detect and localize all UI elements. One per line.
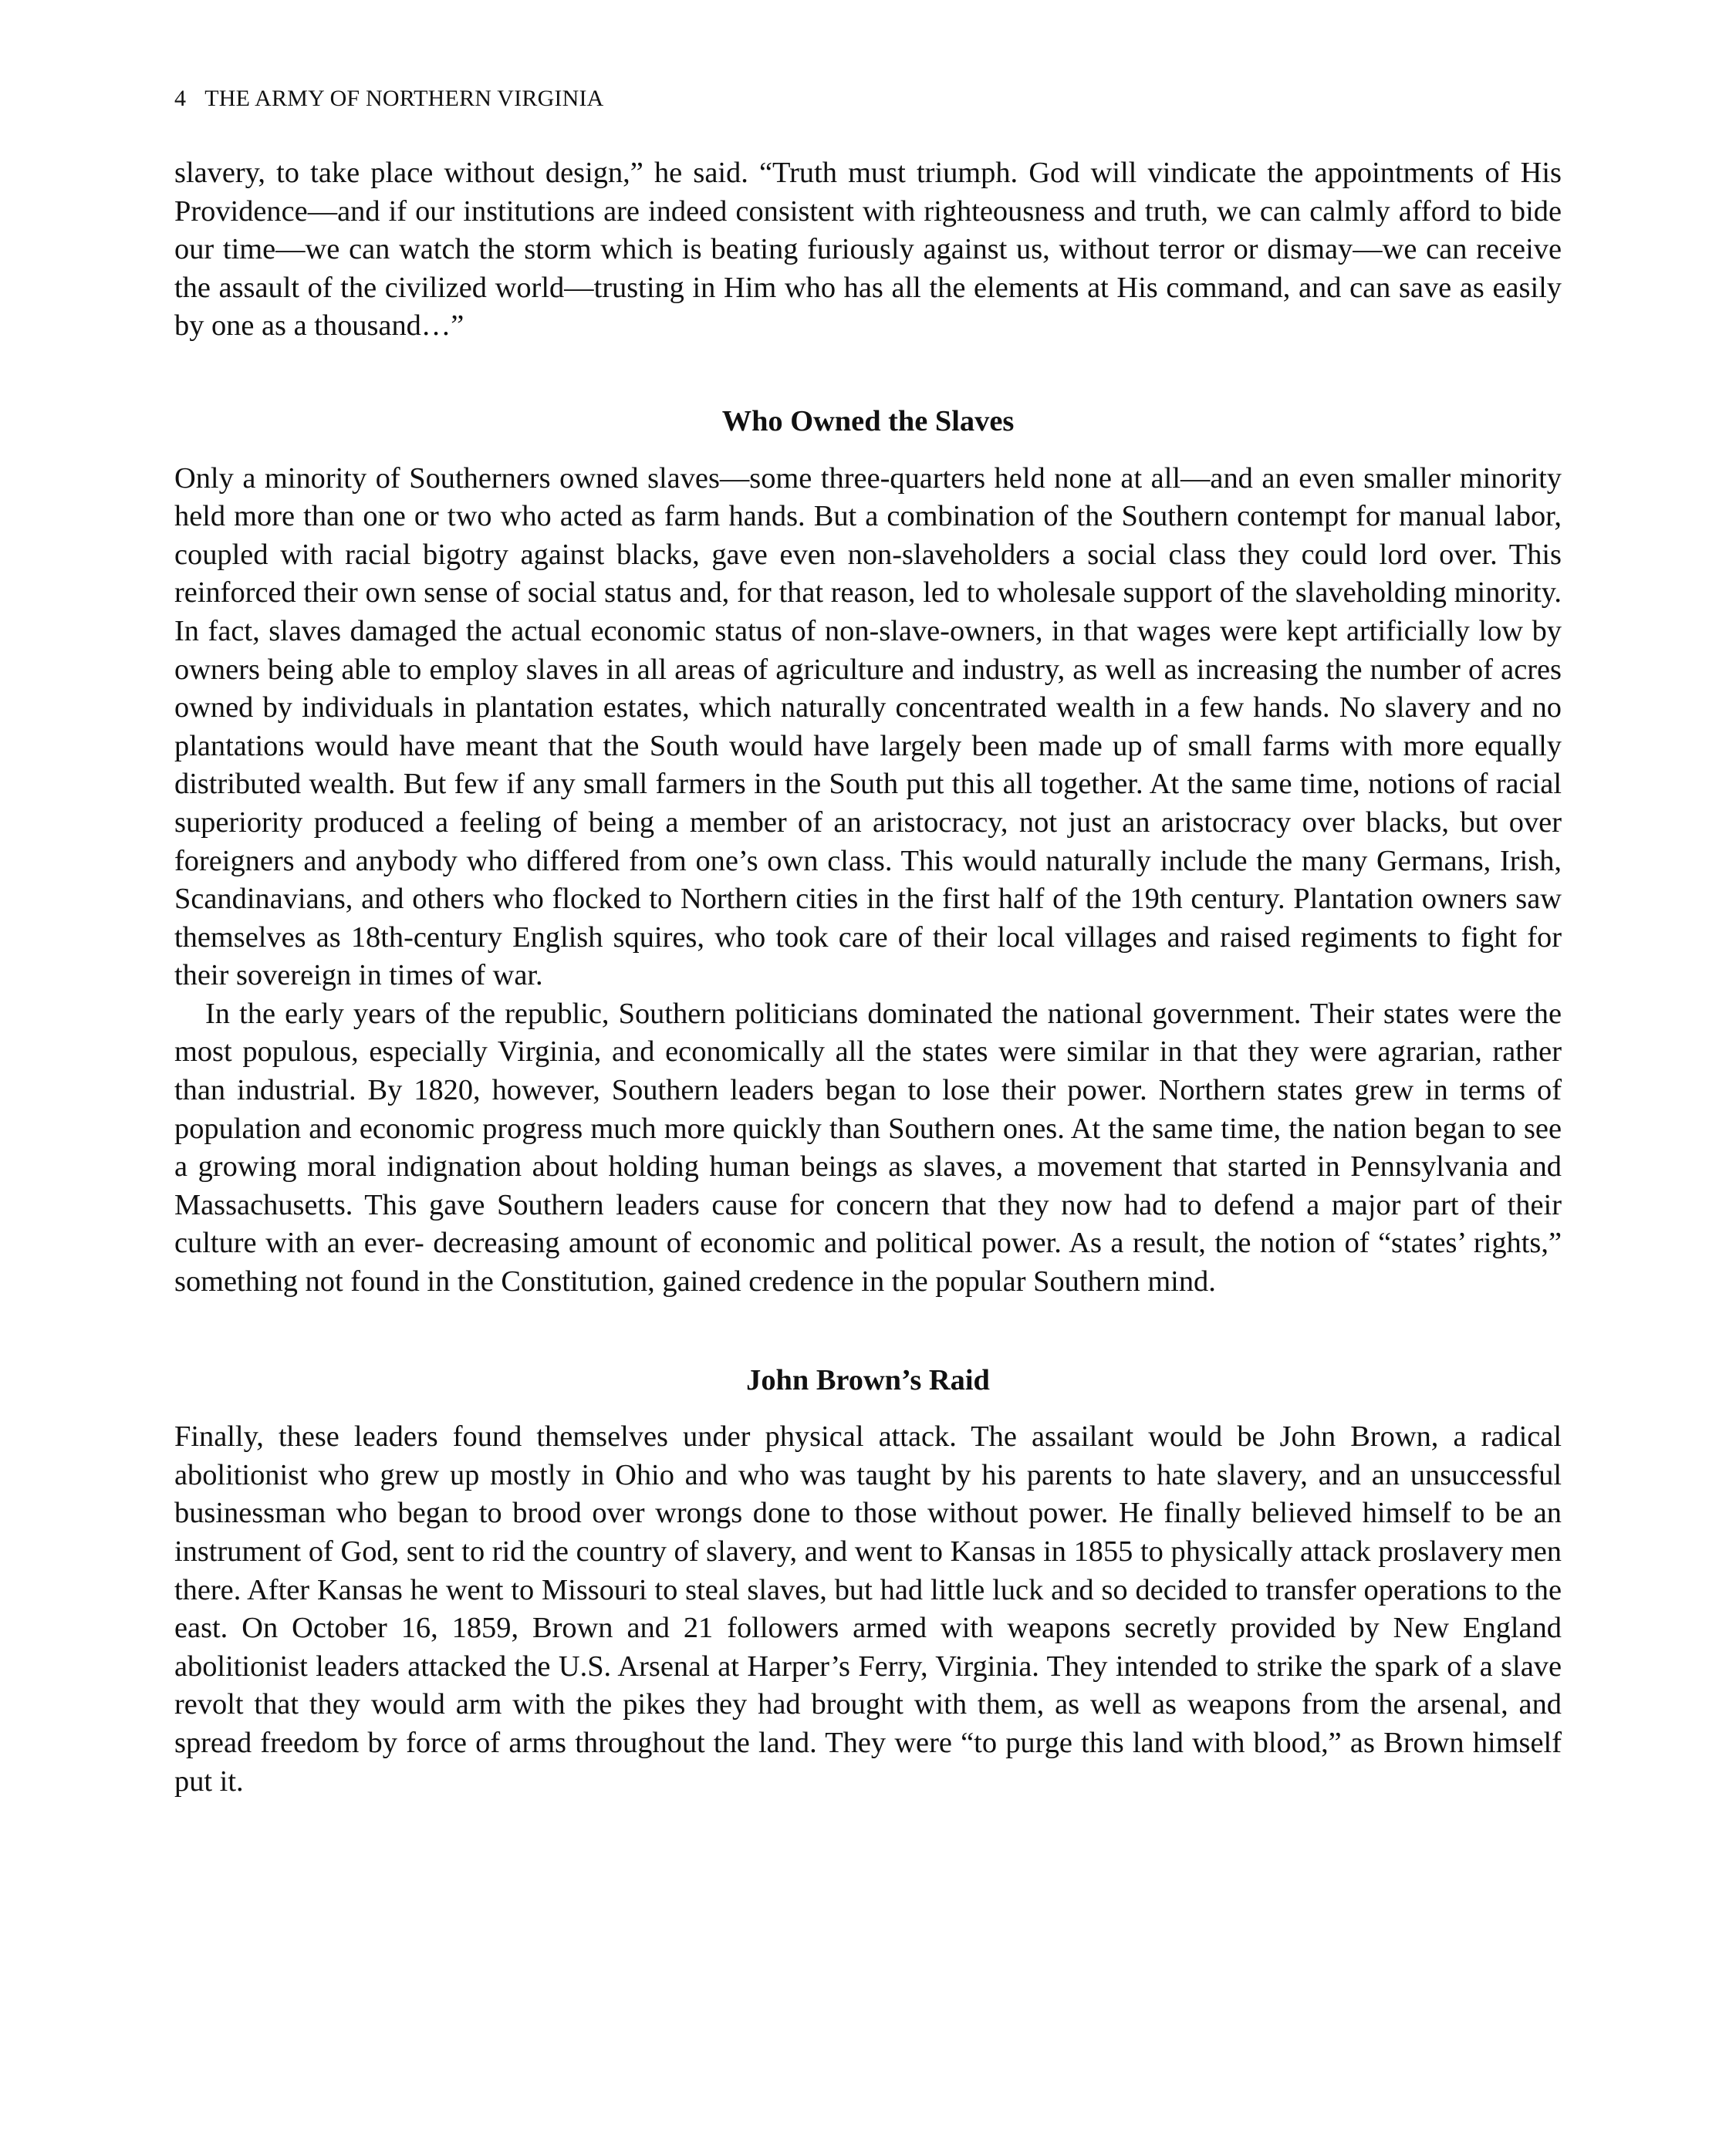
section-heading-who-owned-the-slaves: Who Owned the Slaves [721,404,1015,437]
running-head-title: THE ARMY OF NORTHERN VIRGINIA [204,86,604,111]
paragraph-slaves-1: Only a minority of Southerners owned slaves—some three-quarters held none at all—and an even smaller minority held more than one or two who acted as farm hands. But a combination of the Southern contempt for manual labor, coupled with racial bigotry against blacks, gave even non-slaveholders a social class they could lord over. This reinforced their own sense of social status and, for that reason, led to wholesale support of the slaveholding minority. In fact, slaves damaged the actual economic status of non-slave-owners, in that wages were kept artificially low by owners being able to employ slaves in all areas of agriculture and industry, as well as increasing the number of acres owned by individuals in plantation estates, which naturally concentrated wealth in a few hands. No slavery and no plantations would have meant that the South would have largely been made up of small farms with more equally distributed wealth. But few if any small farmers in the South put this all together. At the same time, notions of racial superiority produced a feeling of being a member of an aristocracy, not just an aristocracy over blacks, but over foreigners and anybody who differed from one’s own class. This would naturally include the many Germans, Irish, Scandinavians, and others who flocked to Northern cities in the first half of the 19th century. Plantation owners saw themselves as 18th-century English squires, who took care of their local villages and raised regiments to fight for their sovereign in times of war. [174,461,1562,992]
paragraph-opening-quote: slavery, to take place without design,” he said. “Truth must triumph. God will vindicate the appointments of His Providence—and if our institutions are indeed consistent with righteousness and truth, we can calmly afford to bide our time—we can watch the storm which is beating furiously against us, without terror or dismay—we can receive the assault of the civilized world—trusting in Him who has all the elements at His command, and can save as easily by one as a thousand…” [174,157,1562,343]
page-number: 4 [174,86,187,111]
paragraph-slaves-2: In the early years of the republic, Southern politicians dominated the national government. Their states were the most populous, especially Virginia, and economically all the states were similar in that they were agrarian, rather than industrial. By 1820, however, Southern leaders began to lose their power. Northern states grew in terms of population and economic progress much more quickly than Southern ones. At the same time, the nation began to see a growing moral indignation about holding human beings as slaves, a movement that started in Pennsylvania and Massachusetts. This gave Southern leaders cause for concern that they now had to defend a major part of their culture with an ever- decreasing amount of economic and political power. As a result, the notion of “states’ rights,” something not found in the Constitution, gained credence in the popular Southern mind. [174,997,1562,1298]
body-text [174,154,1562,1801]
paragraph-raid-1: Finally, these leaders found themselves under physical attack. The assailant would be John Brown, a radical abolitionist who grew up mostly in Ohio and who was taught by his parents to hate slavery, and an unsuccessful businessman who began to brood over wrongs done to those without power. He finally believed himself to be an instrument of God, sent to rid the country of slavery, and went to Kansas in 1855 to physically attack proslavery men there. After Kansas he went to Missouri to steal slaves, but had little luck and so decided to transfer operations to the east. On October 16, 1859, Brown and 21 followers armed with weapons secretly provided by New England abolitionist leaders attacked the U.S. Arsenal at Harper’s Ferry, Virginia. They intended to strike the spark of a slave revolt that they would arm with the pikes they had brought with them, as well as weapons from the arsenal, and spread freedom by force of arms throughout the land. They were “to purge this land with blood,” as Brown himself put it. [174,1420,1562,1798]
section-heading-john-browns-raid: John Brown’s Raid [746,1363,990,1396]
running-head [174,85,604,113]
